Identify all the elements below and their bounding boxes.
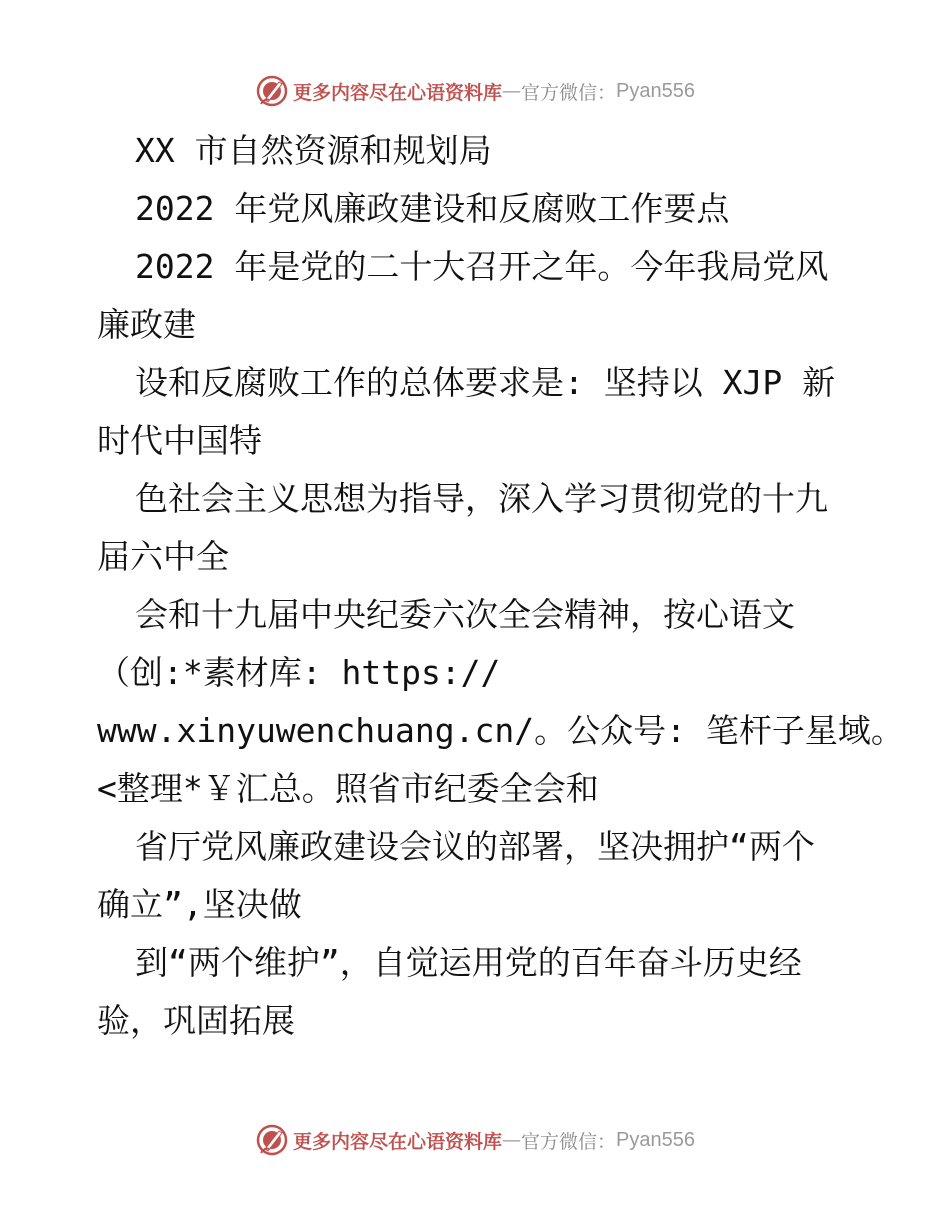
- paragraph-line: 会和十九届中央纪委六次全会精神，按心语文: [135, 595, 795, 634]
- paragraph-line: 省厅党风廉政建设会议的部署，坚决拥护“两个: [135, 827, 815, 866]
- banner-title: 更多内容尽在心语资料库: [293, 1130, 503, 1153]
- paragraph-line: www.xinyuwenchuang.cn/。公众号: 笔杆子星域。: [97, 711, 904, 750]
- banner-wechat-label: 官方微信：: [521, 1130, 617, 1153]
- banner-separator: —: [502, 1129, 522, 1151]
- quill-seal-icon: [255, 74, 289, 108]
- paragraph-line: 验，巩固拓展: [97, 1001, 295, 1040]
- header-banner[interactable]: [0, 71, 950, 111]
- banner-title: 更多内容尽在心语资料库: [293, 81, 503, 104]
- banner-wechat-id: Pyan556: [616, 1128, 695, 1151]
- paragraph-line: <整理*￥汇总。照省市纪委全会和: [97, 769, 599, 808]
- paragraph-line: 2022 年是党的二十大召开之年。今年我局党风: [135, 247, 829, 286]
- banner-separator: —: [502, 80, 522, 102]
- paragraph-line: 设和反腐败工作的总体要求是: 坚持以 XJP 新: [135, 363, 836, 402]
- document-body: [97, 122, 904, 1050]
- paragraph-line: 时代中国特: [97, 421, 262, 460]
- banner-wechat-id: Pyan556: [616, 79, 695, 102]
- paragraph-line: 色社会主义思想为指导，深入学习贯彻党的十九: [135, 479, 828, 518]
- quill-seal-icon: [255, 1123, 289, 1157]
- paragraph-line: 到“两个维护”，自觉运用党的百年奋斗历史经: [135, 943, 802, 982]
- paragraph-line: 廉政建: [97, 305, 196, 344]
- banner-wechat-label: 官方微信：: [521, 81, 617, 104]
- paragraph-line: 确立”,坚决做: [97, 885, 302, 924]
- org-title-line: XX 市自然资源和规划局: [135, 131, 492, 170]
- doc-title-line: 2022 年党风廉政建设和反腐败工作要点: [135, 189, 730, 228]
- paragraph-line: （创:*素材库: https://: [97, 653, 501, 692]
- footer-banner[interactable]: [0, 1120, 950, 1160]
- paragraph-line: 届六中全: [97, 537, 229, 576]
